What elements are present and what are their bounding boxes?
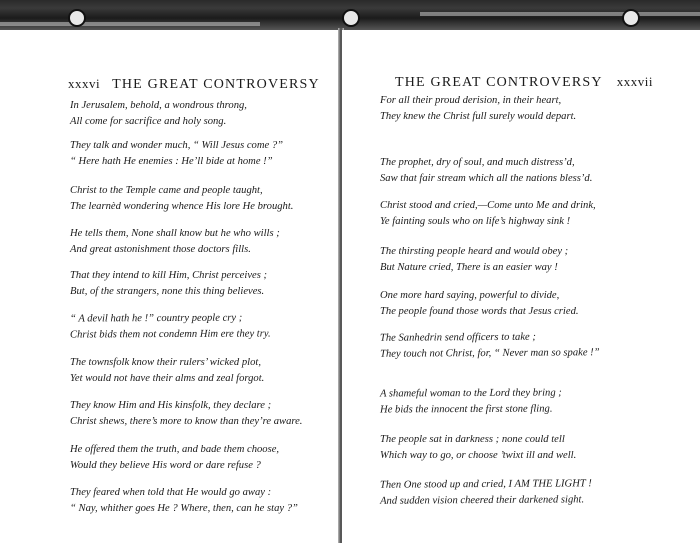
stanza (380, 432, 576, 463)
page-number: xxxvi (68, 76, 101, 91)
stanza (380, 288, 579, 319)
scan-streak (0, 22, 260, 26)
page-number: xxxvii (616, 74, 653, 89)
verse-line: He tells them, None shall know but he who wills ; (70, 228, 280, 239)
verse-line: He offered them the truth, and bade them choose, (70, 444, 280, 455)
running-title: THE GREAT CONTROVERSY (112, 77, 320, 92)
verse-line: And sudden vision cheered their darkened sight. (380, 493, 585, 507)
verse-line: Christ stood and cried,—Come unto Me and drink, (380, 200, 596, 211)
verse-line: Christ shews, there’s more to know than they’re aware. (70, 415, 303, 427)
right-page (342, 30, 700, 543)
stanza (70, 310, 271, 342)
verse-line: Christ to the Temple came and people taught, (70, 185, 263, 196)
stanza (70, 138, 283, 169)
binding-hole (342, 9, 360, 27)
verse-line: “ Here hath He enemies : He’ll bide at home !” (70, 155, 273, 167)
verse-line: Would they believe His word or dare refuse ? (70, 459, 261, 471)
stanza (70, 98, 247, 129)
verse-line: Then One stood up and cried, I AM THE LIGHT ! (379, 478, 592, 491)
verse-line: They feared when told that He would go away : (70, 487, 272, 498)
verse-line: The townsfolk know their rulers’ wicked plot, (70, 357, 261, 368)
stanza (380, 93, 576, 124)
stanza (380, 386, 562, 418)
scan-streak (420, 12, 700, 16)
stanza (70, 226, 280, 257)
verse-line: They know Him and His kinsfolk, they declare ; (70, 400, 272, 411)
verse-line: Ye fainting souls who on life’s highway sink ! (380, 215, 571, 227)
stanza (70, 355, 264, 386)
verse-line: But Nature cried, There is an easier way ! (380, 261, 558, 273)
verse-line: All come for sacrifice and holy song. (70, 115, 227, 127)
verse-line: Yet would not have their alms and zeal forgot. (70, 372, 265, 384)
verse-line: The learnèd wondering whence His lore He brought. (70, 200, 294, 212)
verse-line: The people found those words that Jesus cried. (380, 305, 579, 317)
verse-line: They touch not Christ, for, “ Never man so spake !” (380, 346, 600, 360)
verse-line: And great astonishment those doctors fills. (70, 243, 251, 255)
verse-line: For all their proud derision, in their heart, (380, 95, 562, 106)
stanza (70, 268, 267, 299)
stanza (70, 398, 302, 429)
running-title: THE GREAT CONTROVERSY (395, 75, 603, 90)
verse-line: One more hard saying, powerful to divide, (380, 290, 560, 301)
stanza (380, 198, 596, 229)
binding-hole (622, 9, 640, 27)
verse-line: A shameful woman to the Lord they bring ; (379, 387, 562, 400)
verse-line: Which way to go, or choose ’twixt ill and well. (380, 449, 577, 461)
verse-line: “ Nay, whither goes He ? Where, then, can he stay ?” (70, 502, 298, 514)
verse-line: Christ bids them not condemn Him ere they try. (70, 327, 271, 341)
verse-line: In Jerusalem, behold, a wondrous throng, (70, 100, 247, 111)
stanza (380, 155, 592, 186)
verse-line: The thirsting people heard and would obey ; (380, 246, 569, 257)
stanza (380, 244, 568, 275)
stanza (380, 476, 592, 508)
verse-line: The prophet, dry of soul, and much distress’d, (380, 157, 575, 168)
verse-line: But, of the strangers, none this thing believes. (70, 285, 265, 297)
left-page-header (68, 75, 320, 93)
verse-line: Saw that fair stream which all the nations bless’d. (380, 172, 593, 184)
stanza (70, 442, 279, 473)
binding-hole (68, 9, 86, 27)
verse-line: They talk and wonder much, “ Will Jesus come ?” (70, 140, 284, 151)
stanza (70, 183, 293, 214)
verse-line: He bids the innocent the first stone fling. (380, 403, 553, 415)
stanza (70, 485, 298, 516)
verse-line: The people sat in darkness ; none could tell (380, 434, 565, 445)
verse-line: That they intend to kill Him, Christ perceives ; (70, 270, 268, 281)
verse-line: The Sanhedrin send officers to take ; (379, 331, 536, 344)
left-page (0, 30, 341, 543)
verse-line: They knew the Christ full surely would depart. (380, 110, 577, 122)
right-page-header (395, 73, 653, 91)
verse-line: “ A devil hath he !” country people cry ; (69, 312, 243, 325)
stanza (380, 329, 600, 362)
